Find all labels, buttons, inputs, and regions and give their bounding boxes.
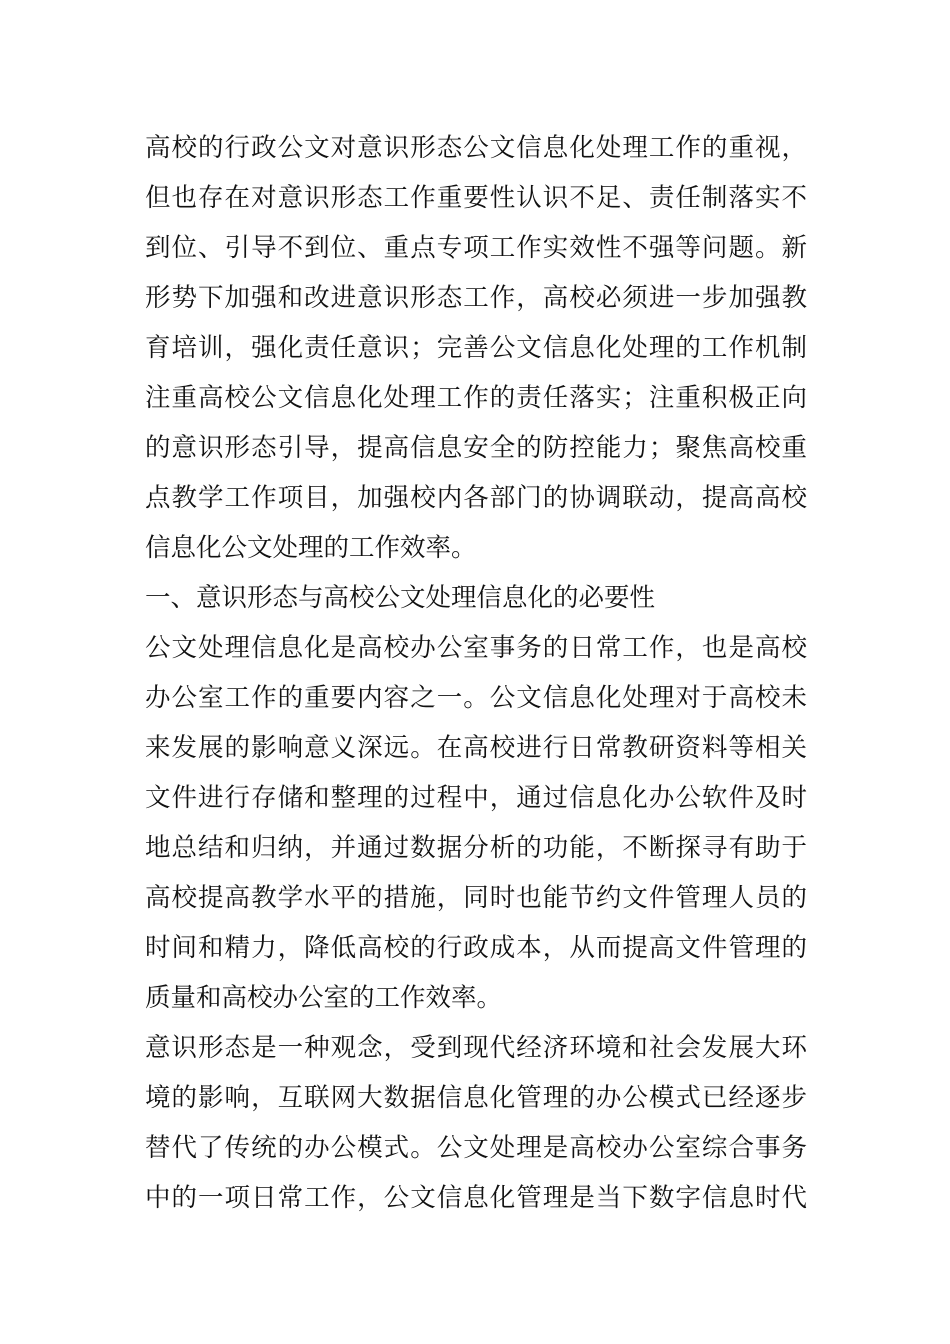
text-line: 但也存在对意识形态工作重要性认识不足、责任制落实不 bbox=[145, 183, 807, 213]
text-line: 来发展的影响意义深远。在高校进行日常教研资料等相关 bbox=[145, 733, 807, 763]
text-line: 中的一项日常工作，公文信息化管理是当下数字信息时代 bbox=[145, 1183, 807, 1213]
text-line: 到位、引导不到位、重点专项工作实效性不强等问题。新 bbox=[145, 233, 807, 263]
text-line: 育培训，强化责任意识；完善公文信息化处理的工作机制 bbox=[145, 333, 807, 363]
text-line: 形势下加强和改进意识形态工作，高校必须进一步加强教 bbox=[145, 283, 807, 313]
text-line: 注重高校公文信息化处理工作的责任落实；注重积极正向 bbox=[145, 383, 807, 413]
document-body bbox=[145, 123, 807, 1223]
section-heading: 一、意识形态与高校公文处理信息化的必要性 bbox=[145, 583, 656, 613]
text-line: 高校的行政公文对意识形态公文信息化处理工作的重视， bbox=[145, 133, 807, 163]
text-line: 境的影响，互联网大数据信息化管理的办公模式已经逐步 bbox=[145, 1083, 807, 1113]
text-line: 替代了传统的办公模式。公文处理是高校办公室综合事务 bbox=[145, 1133, 807, 1163]
text-line: 点教学工作项目，加强校内各部门的协调联动，提高高校 bbox=[145, 483, 807, 513]
text-line: 地总结和归纳，并通过数据分析的功能，不断探寻有助于 bbox=[145, 833, 807, 863]
text-line: 公文处理信息化是高校办公室事务的日常工作，也是高校 bbox=[145, 633, 807, 663]
text-line: 意识形态是一种观念，受到现代经济环境和社会发展大环 bbox=[145, 1033, 807, 1063]
text-line: 文件进行存储和整理的过程中，通过信息化办公软件及时 bbox=[145, 783, 807, 813]
text-line: 高校提高教学水平的措施，同时也能节约文件管理人员的 bbox=[145, 883, 807, 913]
text-line: 质量和高校办公室的工作效率。 bbox=[145, 983, 503, 1013]
text-line: 办公室工作的重要内容之一。公文信息化处理对于高校未 bbox=[145, 683, 807, 713]
text-line: 时间和精力，降低高校的行政成本，从而提高文件管理的 bbox=[145, 933, 807, 963]
text-line: 信息化公文处理的工作效率。 bbox=[145, 533, 477, 563]
text-line: 的意识形态引导，提高信息安全的防控能力；聚焦高校重 bbox=[145, 433, 807, 463]
